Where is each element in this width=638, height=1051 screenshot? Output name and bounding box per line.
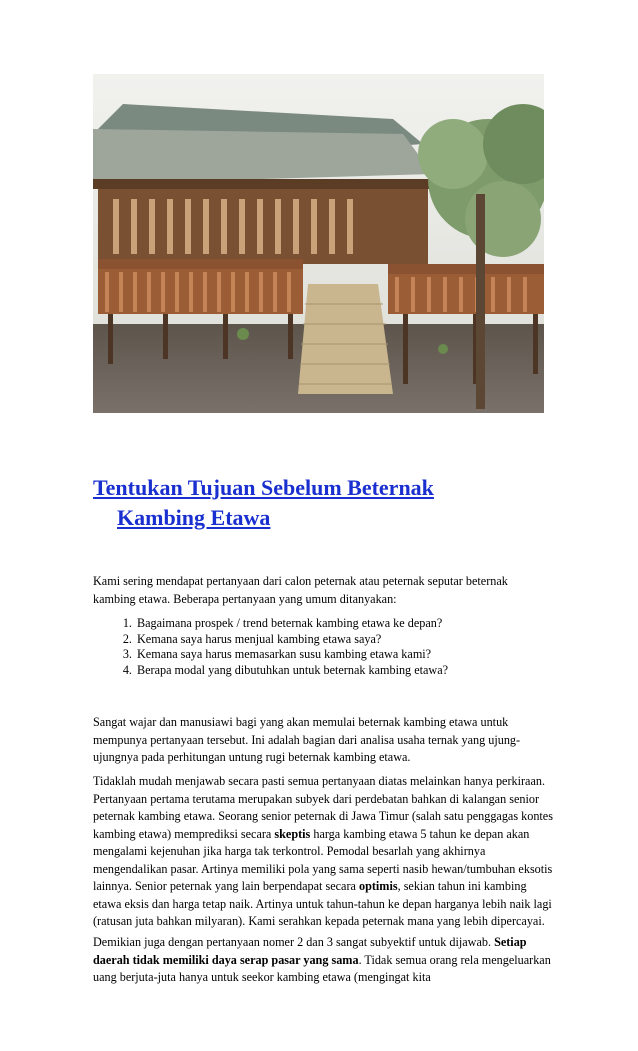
goat-barn-photo bbox=[93, 74, 544, 413]
article-title-line2: Kambing Etawa bbox=[117, 505, 271, 530]
question-item: 3. Kemana saya harus memasarkan susu kambing etawa kami? bbox=[135, 647, 553, 663]
article-title-line1: Tentukan Tujuan Sebelum Beternak bbox=[93, 475, 434, 500]
question-item: 1. Bagaimana prospek / trend beternak kambing etawa ke depan? bbox=[135, 616, 553, 632]
paragraph-3 bbox=[93, 773, 553, 931]
intro-paragraph: Kami sering mendapat pertanyaan dari calon peternak atau peternak seputar beternak kambing etawa. Beberapa pertanyaan yang umum ditanyakan: bbox=[93, 574, 508, 606]
question-item: 2. Kemana saya harus menjual kambing etawa saya? bbox=[135, 632, 553, 648]
market-emphasis: Setiap daerah tidak memiliki daya serap pasar yang sama bbox=[93, 935, 527, 967]
question-list bbox=[93, 616, 553, 678]
paragraph-4-part-c: . Tidak semua orang rela mengeluarkan uang berjuta-juta hanya untuk seekor kambing etawa (mengingat kita bbox=[93, 952, 551, 984]
goat-barn-illustration bbox=[93, 74, 544, 413]
paragraph-4-part-a: Demikian juga dengan pertanyaan nomer 2 dan 3 sangat subyektif untuk dijawab. bbox=[93, 935, 495, 949]
optimis-emphasis: optimis bbox=[358, 879, 398, 893]
paragraph-3-part-a: Tidaklah mudah menjawab secara pasti semua pertanyaan diatas melainkan hanya perkiraan. Pertanyaan pertama terutama merupakan subyek dari perdebatan bahkan di kalangan senior peternak kambing etawa. Seorang senior peternak di Jawa Timur (salah satu penggagas kontes kambing etawa) memprediksi secara bbox=[93, 774, 553, 841]
paragraph-3-part-e: , sekian tahun ini kambing etawa eksis dan harga tetap naik. Artinya untuk tahun-tahun ke depan harganya lebih naik lagi (ratusan juta bahkan milyaran). Kami serahkan kepada peternak mana yang lebih dipercayai. bbox=[93, 879, 552, 928]
question-item: 4. Berapa modal yang dibutuhkan untuk beternak kambing etawa? bbox=[135, 663, 553, 679]
paragraph-3-part-c: harga kambing etawa 5 tahun ke depan akan mengalami kejenuhan jika harga tak terkontrol. Pemodal besarlah yang akhirnya mengendalikan pasar. Artinya memiliki pola yang sama seperti nasib hewan/tumbuhan eksotis lainnya. Senior peternak yang lain berpendapat secara bbox=[93, 826, 553, 893]
paragraph-4 bbox=[93, 934, 553, 987]
skeptis-emphasis: skeptis bbox=[274, 826, 311, 841]
paragraph-2: Sangat wajar dan manusiawi bagi yang akan memulai beternak kambing etawa untuk mempunya pertanyaan tersebut. Ini adalah bagian dari analisa usaha ternak yang ujung-ujungnya pada perhitungan untung rugi beternak kambing etawa. bbox=[93, 715, 521, 764]
article-title[interactable] bbox=[93, 473, 563, 533]
article-title-link[interactable] bbox=[93, 475, 563, 533]
